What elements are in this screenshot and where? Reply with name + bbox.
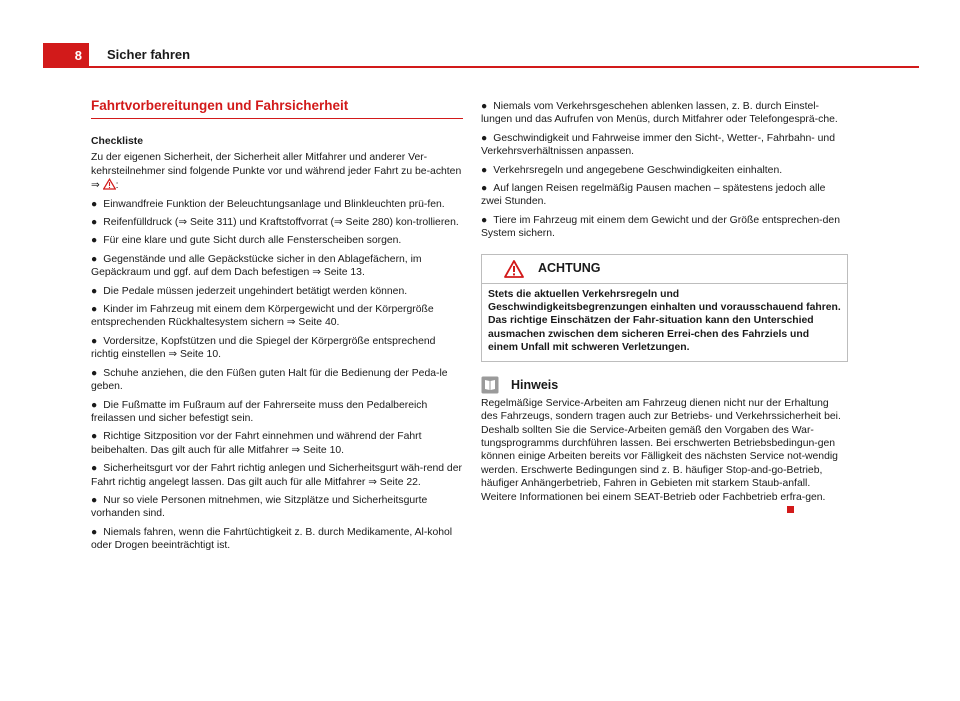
note-book-icon	[481, 376, 499, 394]
list-item: ● Gegenstände und alle Gepäckstücke sicher in den Ablagefächern, im Gepäckraum und ggf. auf dem Dach befestigen ⇒ Seite 13.	[91, 253, 422, 279]
intro-text: Zu der eigenen Sicherheit, der Sicherheit aller Mitfahrer und anderer Ver-kehrsteilnehmer sind folgende Punkte vor und während jeder Fahrt zu be-achten ⇒	[91, 152, 462, 192]
list-item-text: Nur so viele Personen mitnehmen, wie Sitzplätze und Sicherheitsgurte vorhanden sind.	[91, 494, 428, 520]
list-item-text: Gegenstände und alle Gepäckstücke sicher in den Ablagefächern, im Gepäckraum und ggf. auf dem Dach befestigen ⇒ Seite 13.	[91, 253, 422, 279]
page-number: 8	[43, 43, 89, 67]
list-item-text: Schuhe anziehen, die den Füßen guten Halt für die Bedienung der Peda-le geben.	[91, 367, 448, 393]
warning-link-icon[interactable]	[103, 178, 116, 190]
intro-suffix: :	[115, 180, 119, 192]
note-header	[481, 375, 848, 397]
list-item: ● Die Pedale müssen jederzeit ungehindert betätigt werden können.	[91, 285, 408, 297]
checklist-intro	[91, 151, 463, 192]
list-item-text: Tiere im Fahrzeug mit einem dem Gewicht und der Größe entsprechen-den System sichern.	[481, 214, 840, 240]
warning-box	[481, 254, 848, 362]
warning-text: Stets die aktuellen Verkehrsregeln und Geschwindigkeitsbegrenzungen einhalten und vorausschauend fahren. Das richtige Einschätzen der Fahr-situation kann den Unterschied ausmachen zwischen dem sicheren Errei-chen des Fahrziels und einem Unfall mit schweren Verletzungen.	[488, 288, 841, 354]
list-item: ● Vordersitze, Kopfstützen und die Spiegel der Körpergröße entsprechend richtig einstellen ⇒ Seite 10.	[91, 335, 436, 361]
list-item: ● Tiere im Fahrzeug mit einem dem Gewicht und der Größe entsprechen-den System sichern.	[481, 214, 840, 240]
list-item: ● Verkehrsregeln und angegebene Geschwindigkeiten einhalten.	[481, 164, 783, 176]
list-item: ● Schuhe anziehen, die den Füßen guten Halt für die Bedienung der Peda-le geben.	[91, 367, 448, 393]
list-item: ● Niemals fahren, wenn die Fahrtüchtigkeit z. B. durch Medikamente, Al-kohol oder Drogen beeinträchtigt ist.	[91, 526, 453, 552]
list-item-text: Richtige Sitzposition vor der Fahrt einnehmen und während der Fahrt beibehalten. Das gilt auch für alle Mitfahrer ⇒ Seite 10.	[91, 431, 422, 456]
list-item: ● Niemals vom Verkehrsgeschehen ablenken lassen, z. B. durch Einstel-lungen und das Aufrufen von Menüs, durch Mitfahrer oder Telefongesprä-che.	[481, 101, 838, 126]
list-item-text: Niemals vom Verkehrsgeschehen ablenken lassen, z. B. durch Einstel-lungen und das Aufrufen von Menüs, durch Mitfahrer oder Telefongesprä-che.	[481, 101, 838, 126]
warning-header	[482, 255, 847, 284]
list-item-text: Verkehrsregeln und angegebene Geschwindigkeiten einhalten.	[493, 164, 783, 176]
list-item: ● Nur so viele Personen mitnehmen, wie Sitzplätze und Sicherheitsgurte vorhanden sind.	[91, 494, 428, 520]
warning-title: ACHTUNG	[538, 260, 601, 275]
checklist-continued	[481, 100, 848, 241]
chapter-title: Sicher fahren	[107, 47, 191, 62]
list-item: ● Auf langen Reisen regelmäßig Pausen machen – spätestens jedoch alle zwei Stunden.	[481, 183, 826, 208]
list-item-text: Niemals fahren, wenn die Fahrtüchtigkeit z. B. durch Medikamente, Al-kohol oder Drogen beeinträchtigt ist.	[91, 526, 453, 552]
note-body: Regelmäßige Service-Arbeiten am Fahrzeug dienen nicht nur der Erhaltung des Fahrzeugs, sondern tragen auch zur Betriebs- und Verkehrssicherheit bei. Deshalb sollten Sie die Service-Arbeiten gemäß den Vorgaben des War-tungsprogramms durchführen lassen. Bei erschwerten Betriebsbedingun-gen können einige Arbeiten bereits vor Fälligkeit des nächsten Service not-wendig werden. Erschwerte Bedingungen sind z. B. häufiger Stop-and-go-Betrieb, häufiger Anhängerbetrieb, Fahren in Gebieten mit starkem Staub-anfall. Weitere Informationen bei einem SEAT-Betrieb oder Fachbetrieb erfra-gen.	[481, 397, 841, 503]
list-item: ● Geschwindigkeit und Fahrweise immer den Sicht-, Wetter-, Fahrbahn- und Verkehrsverhältnissen anpassen.	[481, 132, 835, 158]
checklist-heading: Checkliste	[91, 136, 143, 147]
list-item-text: Für eine klare und gute Sicht durch alle Fensterscheiben sorgen.	[103, 235, 402, 247]
list-item-text: Die Pedale müssen jederzeit ungehindert betätigt werden können.	[103, 285, 408, 297]
note-text	[481, 397, 848, 518]
note-title: Hinweis	[511, 377, 559, 392]
list-item: ● Sicherheitsgurt vor der Fahrt richtig anlegen und Sicherheitsgurt wäh-rend der Fahrt richtig angelegt lassen. Das gilt auch für alle Mitfahrer ⇒ Seite 22.	[91, 463, 462, 488]
list-item: ● Die Fußmatte im Fußraum auf der Fahrerseite muss den Pedalbereich freilassen und sicher befestigt sein.	[91, 399, 428, 424]
list-item-text: Einwandfreie Funktion der Beleuchtungsanlage und Blinkleuchten prü-fen.	[103, 198, 445, 210]
section-title: Fahrtvorbereitungen und Fahrsicherheit	[91, 98, 463, 119]
note-box	[481, 375, 848, 518]
list-item-text: Sicherheitsgurt vor der Fahrt richtig anlegen und Sicherheitsgurt wäh-rend der Fahrt richtig angelegt lassen. Das gilt auch für alle Mitfahrer ⇒ Seite 22.	[91, 463, 462, 488]
list-item-text: Auf langen Reisen regelmäßig Pausen machen – spätestens jedoch alle zwei Stunden.	[481, 183, 826, 208]
warning-triangle-icon	[504, 260, 524, 278]
list-item: ● Richtige Sitzposition vor der Fahrt einnehmen und während der Fahrt beibehalten. Das gilt auch für alle Mitfahrer ⇒ Seite 10.	[91, 431, 422, 456]
list-item-text: Kinder im Fahrzeug mit einem dem Körpergewicht und der Körpergröße entsprechenden Rückhaltesystem sichern ⇒ Seite 40.	[91, 304, 434, 329]
list-item-text: Die Fußmatte im Fußraum auf der Fahrerseite muss den Pedalbereich freilassen und sicher befestigt sein.	[91, 399, 428, 424]
left-column	[91, 98, 463, 553]
list-item-text: Vordersitze, Kopfstützen und die Spiegel der Körpergröße entsprechend richtig einstellen ⇒ Seite 10.	[91, 335, 436, 361]
checklist	[91, 198, 463, 553]
list-item: ● Kinder im Fahrzeug mit einem dem Körpergewicht und der Körpergröße entsprechenden Rückhaltesystem sichern ⇒ Seite 40.	[91, 304, 434, 329]
list-item: ● Reifenfülldruck (⇒ Seite 311) und Kraftstoffvorrat (⇒ Seite 280) kon-trollieren.	[91, 217, 459, 229]
list-item: ● Einwandfreie Funktion der Beleuchtungsanlage und Blinkleuchten prü-fen.	[91, 198, 445, 210]
list-item: ● Für eine klare und gute Sicht durch alle Fensterscheiben sorgen.	[91, 235, 402, 247]
right-column	[481, 98, 848, 517]
section-end-marker	[787, 506, 794, 513]
list-item-text: Reifenfülldruck (⇒ Seite 311) und Kraftstoffvorrat (⇒ Seite 280) kon-trollieren.	[103, 217, 459, 229]
list-item-text: Geschwindigkeit und Fahrweise immer den Sicht-, Wetter-, Fahrbahn- und Verkehrsverhältnissen anpassen.	[481, 132, 835, 158]
header-rule	[43, 66, 919, 68]
